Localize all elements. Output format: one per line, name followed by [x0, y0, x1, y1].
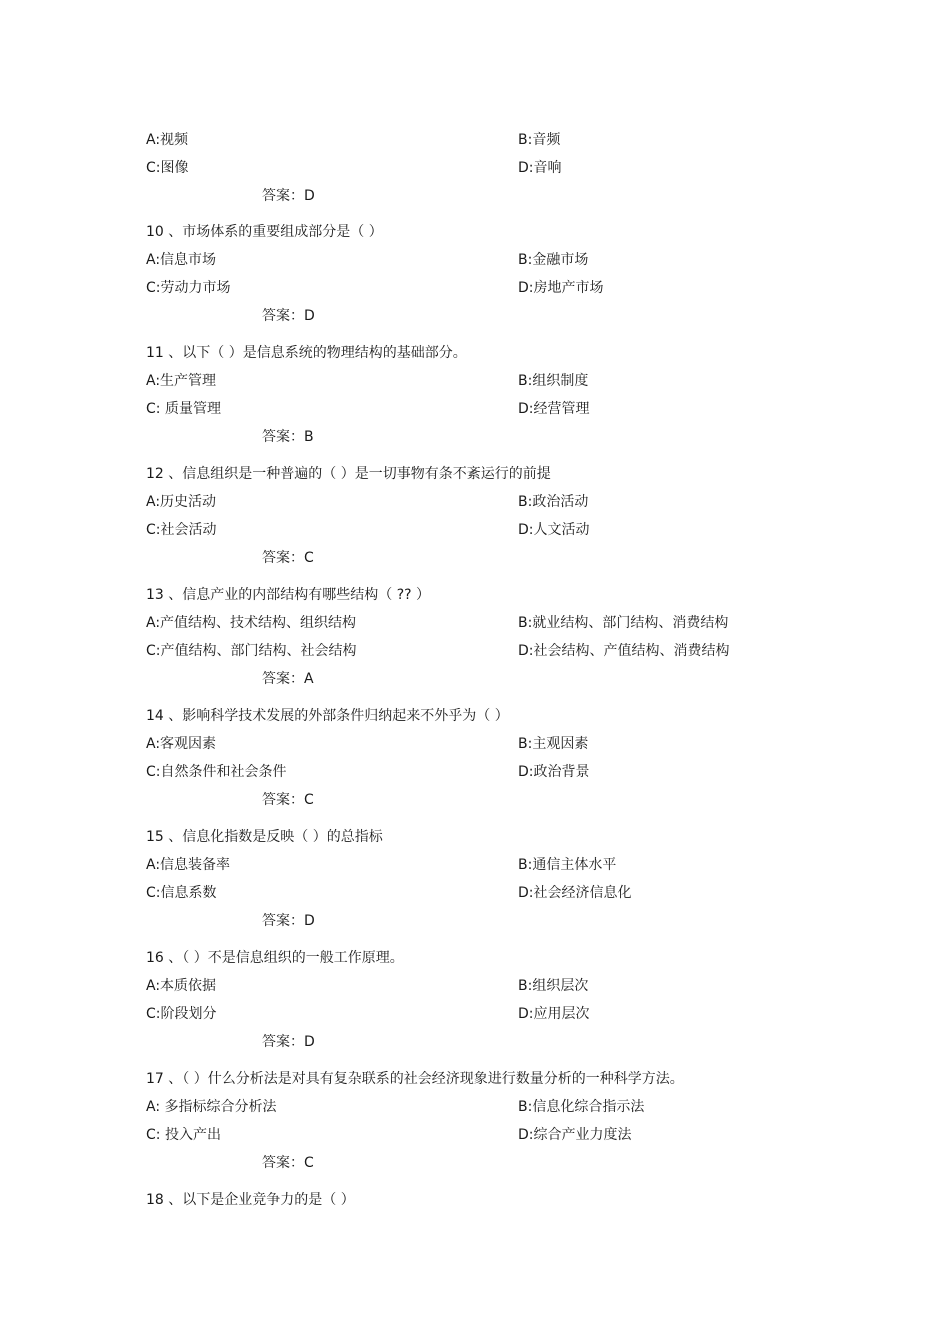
- question-text: 17 、（ ）什么分析法是对具有复杂联系的社会经济现象进行数量分析的一种科学方法。: [146, 1071, 684, 1087]
- option-right: B:金融市场: [518, 252, 589, 268]
- option-left: C:阶段划分: [146, 1006, 217, 1022]
- option-right: D:社会结构、产值结构、消费结构: [518, 643, 730, 659]
- answer-line: 答案：D: [262, 188, 315, 204]
- option-right: D:综合产业力度法: [518, 1127, 632, 1143]
- option-right: D:政治背景: [518, 764, 590, 780]
- option-left: C:产值结构、部门结构、社会结构: [146, 643, 357, 659]
- option-right: B:通信主体水平: [518, 857, 617, 873]
- answer-line: 答案：B: [262, 429, 314, 445]
- question-text: 14 、影响科学技术发展的外部条件归纳起来不外乎为（ ）: [146, 708, 509, 724]
- answer-line: 答案：D: [262, 1034, 315, 1050]
- option-right: D:经营管理: [518, 401, 590, 417]
- option-right: B:就业结构、部门结构、消费结构: [518, 615, 729, 631]
- option-right: D:房地产市场: [518, 280, 604, 296]
- question-text: 18 、以下是企业竞争力的是（ ）: [146, 1192, 355, 1208]
- option-left: A:客观因素: [146, 736, 217, 752]
- question-text: 12 、信息组织是一种普遍的（ ）是一切事物有条不紊运行的前提: [146, 466, 551, 482]
- question-text: 11 、以下（ ）是信息系统的物理结构的基础部分。: [146, 345, 467, 361]
- option-right: B:政治活动: [518, 494, 589, 510]
- option-left: A:信息市场: [146, 252, 217, 268]
- option-left: C: 质量管理: [146, 401, 221, 417]
- option-left: A:生产管理: [146, 373, 217, 389]
- answer-line: 答案：D: [262, 913, 315, 929]
- option-right: B:信息化综合指示法: [518, 1099, 645, 1115]
- answer-line: 答案：C: [262, 1155, 314, 1171]
- option-right: D:社会经济信息化: [518, 885, 632, 901]
- option-right: D:应用层次: [518, 1006, 590, 1022]
- answer-line: 答案：D: [262, 308, 315, 324]
- option-left: A:本质依据: [146, 978, 217, 994]
- option-right: D:人文活动: [518, 522, 590, 538]
- answer-line: 答案：C: [262, 550, 314, 566]
- option-left: C:信息系数: [146, 885, 217, 901]
- question-text: 16 、（ ）不是信息组织的一般工作原理。: [146, 950, 404, 966]
- option-left: A: 多指标综合分析法: [146, 1099, 277, 1115]
- option-left: C: 投入产出: [146, 1127, 221, 1143]
- option-b-d: B:音频: [518, 132, 561, 148]
- option-right: B:组织制度: [518, 373, 589, 389]
- option-left: A:历史活动: [146, 494, 217, 510]
- option-right: B:组织层次: [518, 978, 589, 994]
- option-left: C:劳动力市场: [146, 280, 231, 296]
- answer-line: 答案：A: [262, 671, 314, 687]
- question-text: 10 、市场体系的重要组成部分是（ ）: [146, 224, 383, 240]
- answer-line: 答案：C: [262, 792, 314, 808]
- question-text: 15 、信息化指数是反映（ ）的总指标: [146, 829, 383, 845]
- option-left: C:社会活动: [146, 522, 217, 538]
- option-a-c: A:视频: [146, 132, 189, 148]
- option-a-c: C:图像: [146, 160, 189, 176]
- option-b-d: D:音响: [518, 160, 562, 176]
- option-right: B:主观因素: [518, 736, 589, 752]
- option-left: A:信息装备率: [146, 857, 231, 873]
- option-left: A:产值结构、技术结构、组织结构: [146, 615, 357, 631]
- question-text: 13 、信息产业的内部结构有哪些结构（ ?? ）: [146, 587, 431, 603]
- option-left: C:自然条件和社会条件: [146, 764, 287, 780]
